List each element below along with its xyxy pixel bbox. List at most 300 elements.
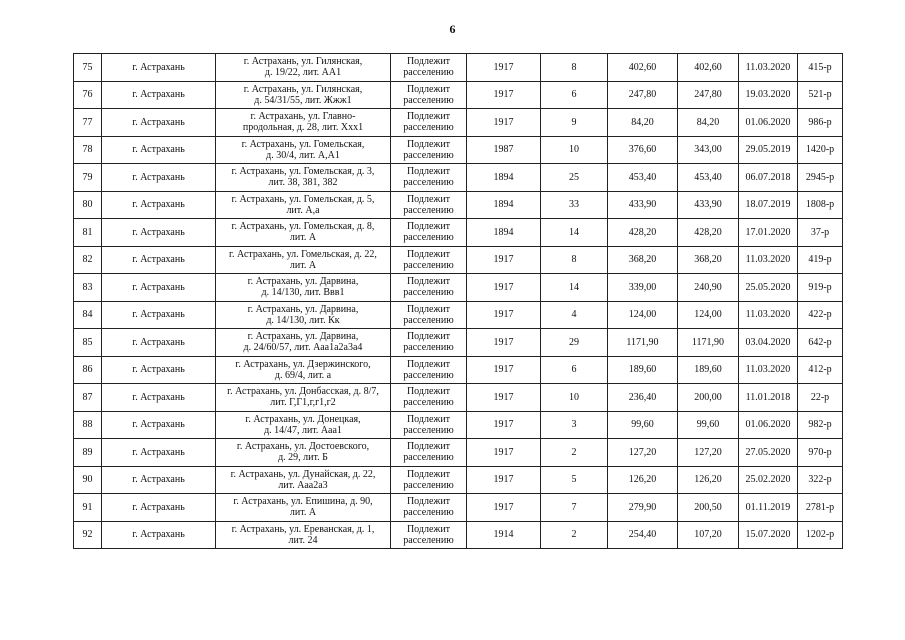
table-row xyxy=(74,329,843,357)
order-number-cell xyxy=(798,136,843,164)
status-cell xyxy=(391,356,467,384)
city-cell xyxy=(102,329,216,357)
date-cell xyxy=(739,109,798,137)
city-text: г. Астрахань xyxy=(132,419,185,431)
area-total-cell xyxy=(608,356,678,384)
area-living-cell xyxy=(678,356,739,384)
address-cell xyxy=(216,191,391,219)
status-l1-text: Подлежит xyxy=(406,523,451,535)
area-total-cell xyxy=(608,411,678,439)
table-row xyxy=(74,109,843,137)
area-total-text: 402,60 xyxy=(628,61,657,73)
area-total-cell xyxy=(608,81,678,109)
order-text: 415-р xyxy=(808,61,832,73)
address-l2-text: д. 19/22, лит. АА1 xyxy=(264,67,342,79)
area-total-cell xyxy=(608,164,678,192)
status-cell xyxy=(391,384,467,412)
address-cell xyxy=(216,274,391,302)
num-text: 77 xyxy=(82,116,93,128)
status-cell xyxy=(391,109,467,137)
residents-cell xyxy=(541,356,608,384)
residents-text: 7 xyxy=(571,501,577,513)
address-cell xyxy=(216,164,391,192)
area-total-cell xyxy=(608,246,678,274)
date-cell xyxy=(739,439,798,467)
address-l2-text: д. 69/4, лит. а xyxy=(274,369,332,381)
area-living-text: 126,20 xyxy=(694,474,722,486)
date-text: 29.05.2019 xyxy=(745,144,791,156)
city-text: г. Астрахань xyxy=(132,364,185,376)
num-text: 89 xyxy=(82,446,93,458)
address-l1-text: г. Астрахань, ул. Дарвина, xyxy=(247,303,359,315)
table-row xyxy=(74,136,843,164)
residents-cell xyxy=(541,329,608,357)
area-total-text: 247,80 xyxy=(628,89,657,101)
residents-text: 8 xyxy=(571,61,577,73)
city-text: г. Астрахань xyxy=(132,199,185,211)
residents-cell xyxy=(541,191,608,219)
address-l1-text: г. Астрахань, ул. Достоевского, xyxy=(236,441,370,453)
city-cell xyxy=(102,109,216,137)
area-living-cell xyxy=(678,219,739,247)
address-l1-text: г. Астрахань, ул. Гомельская, xyxy=(241,138,365,150)
year-text: 1917 xyxy=(493,281,514,293)
table-row xyxy=(74,81,843,109)
area-total-text: 189,60 xyxy=(628,364,657,376)
status-l2-text: расселению xyxy=(403,424,454,436)
city-cell xyxy=(102,164,216,192)
address-cell xyxy=(216,439,391,467)
address-cell xyxy=(216,356,391,384)
year-text: 1917 xyxy=(493,336,514,348)
residents-cell xyxy=(541,301,608,329)
date-text: 11.01.2018 xyxy=(745,391,791,403)
residents-cell xyxy=(541,466,608,494)
date-cell xyxy=(739,274,798,302)
area-living-cell xyxy=(678,439,739,467)
table-row xyxy=(74,494,843,522)
num-text: 90 xyxy=(82,474,93,486)
area-total-cell xyxy=(608,191,678,219)
city-cell xyxy=(102,356,216,384)
residents-cell xyxy=(541,274,608,302)
order-text: 521-р xyxy=(808,89,832,101)
address-l1-text: г. Астрахань, ул. Дунайская, д. 22, xyxy=(230,468,376,480)
year-text: 1917 xyxy=(493,446,514,458)
area-total-text: 236,40 xyxy=(628,391,657,403)
year-cell xyxy=(467,466,541,494)
residents-text: 33 xyxy=(569,199,579,211)
area-total-cell xyxy=(608,301,678,329)
city-cell xyxy=(102,411,216,439)
year-cell xyxy=(467,411,541,439)
address-l1-text: г. Астрахань, ул. Епишина, д. 90, xyxy=(233,496,373,508)
city-cell xyxy=(102,54,216,82)
year-cell xyxy=(467,384,541,412)
num-text: 92 xyxy=(82,529,93,541)
address-l1-text: г. Астрахань, ул. Дзержинского, xyxy=(235,358,371,370)
row-number xyxy=(74,109,102,137)
residents-cell xyxy=(541,246,608,274)
city-text: г. Астрахань xyxy=(132,501,185,513)
status-l2-text: расселению xyxy=(403,342,454,354)
num-text: 79 xyxy=(82,171,93,183)
status-l2-text: расселению xyxy=(403,314,454,326)
area-total-cell xyxy=(608,466,678,494)
order-number-cell xyxy=(798,411,843,439)
address-l2-text: д. 14/130, лит. Кк xyxy=(266,314,340,326)
date-cell xyxy=(739,301,798,329)
year-cell xyxy=(467,164,541,192)
year-text: 1914 xyxy=(493,529,514,541)
order-number-cell xyxy=(798,164,843,192)
date-cell xyxy=(739,219,798,247)
order-number-cell xyxy=(798,329,843,357)
row-number xyxy=(74,521,102,549)
area-living-text: 200,50 xyxy=(694,501,722,513)
area-total-cell xyxy=(608,274,678,302)
area-living-cell xyxy=(678,494,739,522)
area-total-text: 126,20 xyxy=(628,474,657,486)
page-number: 6 xyxy=(449,22,456,36)
table-row xyxy=(74,356,843,384)
area-living-cell xyxy=(678,136,739,164)
year-text: 1894 xyxy=(493,171,514,183)
city-text: г. Астрахань xyxy=(132,116,185,128)
num-text: 82 xyxy=(82,254,93,266)
address-l1-text: г. Астрахань, ул. Дарвина, xyxy=(247,276,359,288)
area-living-cell xyxy=(678,109,739,137)
date-text: 25.05.2020 xyxy=(745,281,791,293)
city-cell xyxy=(102,301,216,329)
year-text: 1917 xyxy=(493,89,514,101)
area-living-text: 107,20 xyxy=(694,529,722,541)
area-living-cell xyxy=(678,81,739,109)
status-cell xyxy=(391,136,467,164)
address-l1-text: г. Астрахань, ул. Гомельская, д. 22, xyxy=(229,248,377,260)
order-text: 37-р xyxy=(810,226,830,238)
status-l1-text: Подлежит xyxy=(406,303,451,315)
date-cell xyxy=(739,356,798,384)
table-row xyxy=(74,301,843,329)
num-text: 80 xyxy=(82,199,93,211)
address-l2-text: лит. Г,Г1,г,г1,г2 xyxy=(270,397,336,409)
order-text: 919-р xyxy=(808,281,832,293)
city-cell xyxy=(102,274,216,302)
area-living-text: 84,20 xyxy=(696,116,720,128)
num-text: 91 xyxy=(82,501,93,513)
status-l1-text: Подлежит xyxy=(406,276,451,288)
table-row xyxy=(74,439,843,467)
num-text: 76 xyxy=(82,89,93,101)
order-text: 422-р xyxy=(808,309,832,321)
order-text: 1202-р xyxy=(805,529,835,541)
date-text: 01.06.2020 xyxy=(745,116,791,128)
status-l1-text: Подлежит xyxy=(406,56,451,68)
address-cell xyxy=(216,246,391,274)
address-cell xyxy=(216,81,391,109)
residents-cell xyxy=(541,219,608,247)
area-total-cell xyxy=(608,329,678,357)
address-l1-text: г. Астрахань, ул. Гомельская, д. 5, xyxy=(231,193,375,205)
address-cell xyxy=(216,494,391,522)
area-living-cell xyxy=(678,164,739,192)
date-cell xyxy=(739,494,798,522)
status-l2-text: расселению xyxy=(403,232,454,244)
area-living-text: 368,20 xyxy=(694,254,722,266)
date-cell xyxy=(739,411,798,439)
area-total-text: 376,60 xyxy=(628,144,657,156)
residents-cell xyxy=(541,109,608,137)
year-cell xyxy=(467,136,541,164)
order-text: 2945-р xyxy=(805,171,835,183)
status-cell xyxy=(391,191,467,219)
order-number-cell xyxy=(798,494,843,522)
row-number xyxy=(74,246,102,274)
order-text: 2781-р xyxy=(805,501,835,513)
city-cell xyxy=(102,466,216,494)
area-total-text: 1171,90 xyxy=(626,336,659,348)
address-l2-text: лит. А xyxy=(289,232,317,244)
status-l2-text: расселению xyxy=(403,534,454,546)
area-total-text: 254,40 xyxy=(628,529,657,541)
address-l2-text: лит. А xyxy=(289,507,317,519)
area-living-text: 343,00 xyxy=(694,144,722,156)
year-text: 1917 xyxy=(493,419,514,431)
order-number-cell xyxy=(798,219,843,247)
area-living-cell xyxy=(678,521,739,549)
year-cell xyxy=(467,439,541,467)
area-living-text: 1171,90 xyxy=(691,336,725,348)
area-total-text: 99,60 xyxy=(631,419,654,431)
area-total-cell xyxy=(608,109,678,137)
status-cell xyxy=(391,81,467,109)
row-number xyxy=(74,81,102,109)
order-text: 419-р xyxy=(808,254,832,266)
status-l1-text: Подлежит xyxy=(406,193,451,205)
status-cell xyxy=(391,164,467,192)
date-cell xyxy=(739,81,798,109)
city-cell xyxy=(102,219,216,247)
city-text: г. Астрахань xyxy=(132,254,185,266)
row-number xyxy=(74,411,102,439)
order-number-cell xyxy=(798,81,843,109)
area-total-cell xyxy=(608,384,678,412)
status-cell xyxy=(391,521,467,549)
city-cell xyxy=(102,246,216,274)
address-cell xyxy=(216,466,391,494)
order-number-cell xyxy=(798,439,843,467)
area-total-text: 433,90 xyxy=(628,199,657,211)
residents-text: 10 xyxy=(569,144,579,156)
address-l2-text: д. 24/60/57, лит. Ааа1а2а3а4 xyxy=(243,342,363,354)
area-living-text: 402,60 xyxy=(694,61,722,73)
order-number-cell xyxy=(798,54,843,82)
num-text: 83 xyxy=(82,281,93,293)
area-living-text: 247,80 xyxy=(694,89,722,101)
address-l1-text: г. Астрахань, ул. Донецкая, xyxy=(245,413,361,425)
area-living-text: 189,60 xyxy=(694,364,722,376)
address-cell xyxy=(216,521,391,549)
address-l2-text: лит. 24 xyxy=(288,534,318,546)
date-cell xyxy=(739,54,798,82)
date-text: 06.07.2018 xyxy=(745,171,791,183)
area-living-cell xyxy=(678,384,739,412)
table-row xyxy=(74,274,843,302)
address-l1-text: г. Астрахань, ул. Дарвина, xyxy=(247,331,359,343)
date-text: 27.05.2020 xyxy=(745,446,791,458)
city-text: г. Астрахань xyxy=(132,144,185,156)
row-number xyxy=(74,191,102,219)
order-number-cell xyxy=(798,466,843,494)
year-text: 1917 xyxy=(493,391,514,403)
order-text: 1808-р xyxy=(805,199,835,211)
city-text: г. Астрахань xyxy=(132,474,185,486)
city-cell xyxy=(102,136,216,164)
date-cell xyxy=(739,246,798,274)
status-cell xyxy=(391,219,467,247)
address-l1-text: г. Астрахань, ул. Гомельская, д. 8, xyxy=(231,221,375,233)
address-l2-text: продольная, д. 28, лит. Ххх1 xyxy=(242,122,364,134)
address-cell xyxy=(216,301,391,329)
order-number-cell xyxy=(798,191,843,219)
status-l1-text: Подлежит xyxy=(406,221,451,233)
status-l1-text: Подлежит xyxy=(406,496,451,508)
table-row xyxy=(74,219,843,247)
area-total-cell xyxy=(608,54,678,82)
num-text: 85 xyxy=(82,336,93,348)
area-living-cell xyxy=(678,411,739,439)
year-cell xyxy=(467,219,541,247)
status-l2-text: расселению xyxy=(403,122,454,134)
area-living-cell xyxy=(678,301,739,329)
date-text: 01.11.2019 xyxy=(745,501,791,513)
residents-text: 2 xyxy=(571,446,577,458)
num-text: 75 xyxy=(82,61,93,73)
residents-cell xyxy=(541,494,608,522)
num-text: 87 xyxy=(82,391,93,403)
order-text: 642-р xyxy=(808,336,832,348)
status-l2-text: расселению xyxy=(403,177,454,189)
address-l1-text: г. Астрахань, ул. Гилянская, xyxy=(243,56,363,68)
city-text: г. Астрахань xyxy=(132,529,185,541)
status-l1-text: Подлежит xyxy=(406,468,451,480)
city-cell xyxy=(102,384,216,412)
table-row xyxy=(74,521,843,549)
status-l1-text: Подлежит xyxy=(406,166,451,178)
housing-registry-table xyxy=(73,53,843,549)
residents-cell xyxy=(541,411,608,439)
city-text: г. Астрахань xyxy=(132,309,185,321)
status-l1-text: Подлежит xyxy=(406,111,451,123)
date-text: 17.01.2020 xyxy=(745,226,791,238)
table-row xyxy=(74,384,843,412)
status-cell xyxy=(391,494,467,522)
city-text: г. Астрахань xyxy=(132,336,185,348)
order-text: 986-р xyxy=(808,116,832,128)
address-cell xyxy=(216,219,391,247)
year-cell xyxy=(467,301,541,329)
date-text: 11.03.2020 xyxy=(745,309,791,321)
area-total-text: 339,00 xyxy=(628,281,657,293)
address-l1-text: г. Астрахань, ул. Главно- xyxy=(250,111,356,123)
status-l2-text: расселению xyxy=(403,507,454,519)
order-text: 22-р xyxy=(810,391,830,403)
city-cell xyxy=(102,494,216,522)
city-cell xyxy=(102,81,216,109)
status-l1-text: Подлежит xyxy=(406,441,451,453)
area-total-cell xyxy=(608,439,678,467)
address-l1-text: г. Астрахань, ул. Донбасская, д. 8/7, xyxy=(227,386,379,398)
row-number xyxy=(74,494,102,522)
area-living-cell xyxy=(678,274,739,302)
address-l2-text: д. 14/130, лит. Ввв1 xyxy=(261,287,345,299)
year-text: 1894 xyxy=(493,226,514,238)
area-total-cell xyxy=(608,219,678,247)
date-text: 03.04.2020 xyxy=(745,336,791,348)
address-cell xyxy=(216,329,391,357)
area-living-cell xyxy=(678,54,739,82)
num-text: 84 xyxy=(82,309,93,321)
status-l1-text: Подлежит xyxy=(406,358,451,370)
status-cell xyxy=(391,301,467,329)
year-cell xyxy=(467,246,541,274)
status-cell xyxy=(391,466,467,494)
row-number xyxy=(74,301,102,329)
order-text: 412-р xyxy=(808,364,832,376)
address-l2-text: д. 30/4, лит. А,А1 xyxy=(266,149,340,161)
order-number-cell xyxy=(798,356,843,384)
address-cell xyxy=(216,384,391,412)
residents-cell xyxy=(541,384,608,412)
status-l2-text: расселению xyxy=(403,287,454,299)
area-total-text: 127,20 xyxy=(628,446,657,458)
area-living-text: 124,00 xyxy=(694,309,722,321)
city-cell xyxy=(102,439,216,467)
status-cell xyxy=(391,329,467,357)
address-l1-text: г. Астрахань, ул. Гилянская, xyxy=(243,83,363,95)
table-row xyxy=(74,191,843,219)
area-living-text: 240,90 xyxy=(694,281,722,293)
address-l2-text: д. 54/31/55, лит. Жжж1 xyxy=(254,94,352,106)
residents-text: 6 xyxy=(571,89,577,101)
residents-cell xyxy=(541,521,608,549)
year-text: 1987 xyxy=(493,144,514,156)
status-l2-text: расселению xyxy=(403,479,454,491)
table-row xyxy=(74,411,843,439)
address-cell xyxy=(216,54,391,82)
status-cell xyxy=(391,411,467,439)
num-text: 81 xyxy=(82,226,93,238)
area-living-cell xyxy=(678,466,739,494)
year-text: 1917 xyxy=(493,501,514,513)
date-text: 01.06.2020 xyxy=(745,419,791,431)
year-text: 1917 xyxy=(493,116,514,128)
address-l2-text: д. 14/47, лит. Ааа1 xyxy=(264,424,342,436)
address-l1-text: г. Астрахань, ул. Гомельская, д. 3, xyxy=(231,166,375,178)
status-l2-text: расселению xyxy=(403,67,454,79)
date-cell xyxy=(739,521,798,549)
city-text: г. Астрахань xyxy=(132,391,185,403)
date-text: 19.03.2020 xyxy=(745,89,791,101)
order-text: 322-р xyxy=(808,474,832,486)
address-l1-text: г. Астрахань, ул. Ереванская, д. 1, xyxy=(231,523,375,535)
date-cell xyxy=(739,136,798,164)
status-cell xyxy=(391,246,467,274)
order-text: 1420-р xyxy=(805,144,835,156)
area-total-text: 428,20 xyxy=(628,226,657,238)
date-text: 11.03.2020 xyxy=(745,364,791,376)
